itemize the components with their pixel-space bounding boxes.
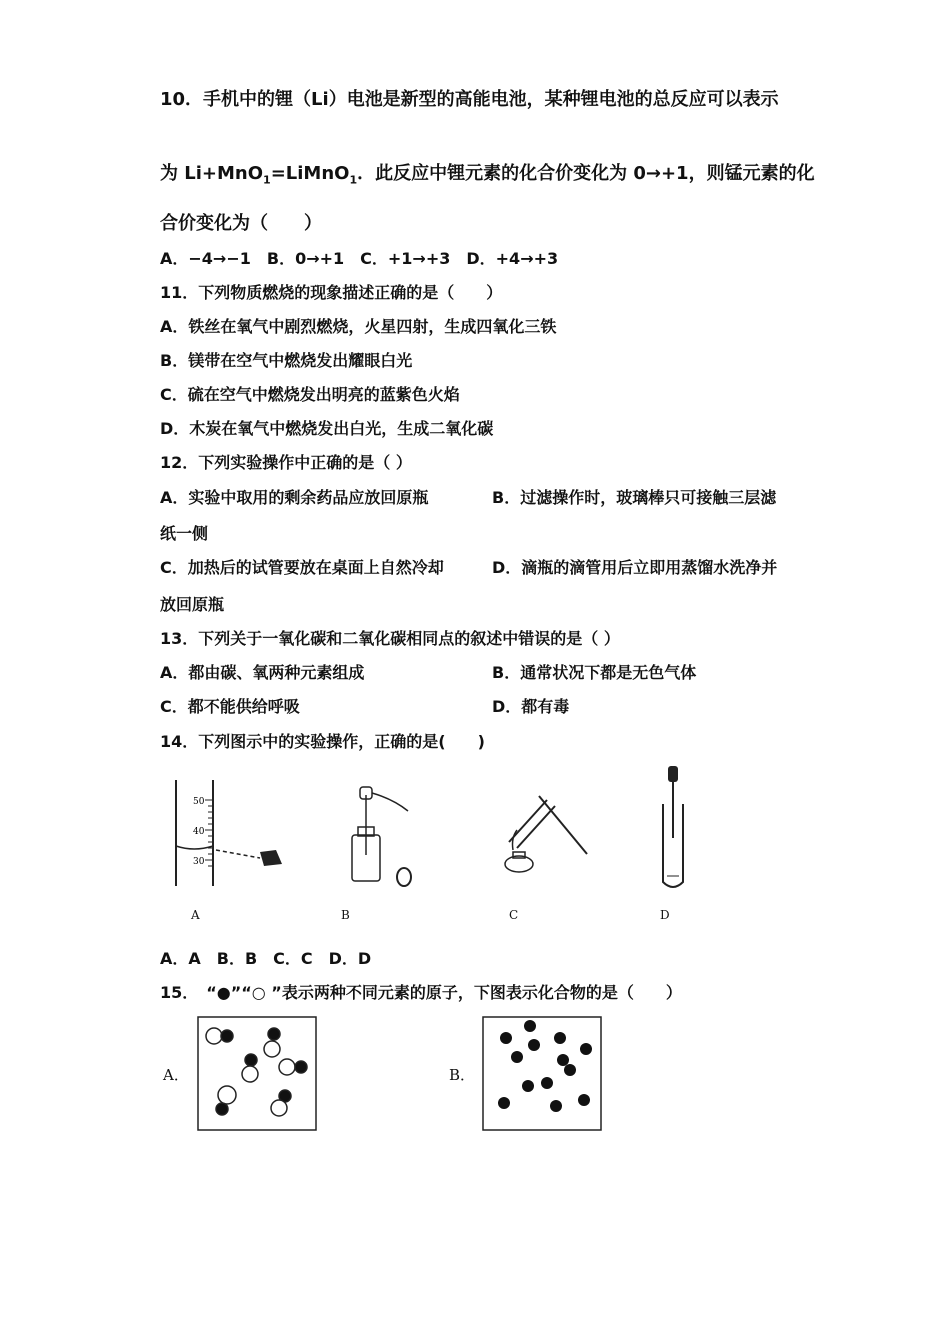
q13-stem: 13．下列关于一氧化碳和二氧化碳相同点的叙述中错误的是（ ） — [160, 629, 620, 648]
q13-option-c: C．都不能供给呼吸 — [160, 697, 300, 716]
q15-stem: 15． “●”“○ ”表示两种不同元素的原子，下图表示化合物的是（ ） — [160, 983, 682, 1002]
figure-d-dropper-tube — [655, 764, 695, 894]
figure-a-cylinder-reading — [160, 778, 290, 893]
q14-stem: 14．下列图示中的实验操作，正确的是( ) — [160, 732, 485, 751]
atom-black — [564, 1064, 576, 1076]
figure-b-label: B — [341, 908, 350, 922]
atom-black — [524, 1020, 536, 1032]
figure-a-label: A — [191, 908, 200, 922]
figure-c-heating-tube — [495, 790, 595, 885]
q13-option-d: D．都有毒 — [492, 697, 570, 716]
q14-options: A．A B．B C．C D．D — [160, 949, 372, 968]
q11-option-a: A．铁丝在氧气中剧烈燃烧，火星四射，生成四氧化三铁 — [160, 317, 557, 336]
atom-black — [295, 1061, 307, 1073]
atom-black — [554, 1032, 566, 1044]
atom-black — [268, 1028, 280, 1040]
test-tube-holder — [539, 796, 587, 854]
q10-stem-line2: 为 Li+MnO$_1$=LiMnO$_1$．此反应中锂元素的化合价变化为 0→+1，则锰元素的化 — [160, 163, 815, 187]
q13-option-a: A．都由碳、氧两种元素组成 — [160, 663, 365, 682]
atom-black — [511, 1051, 523, 1063]
meniscus — [176, 846, 213, 849]
stopper — [397, 868, 411, 886]
atom-black — [498, 1097, 510, 1109]
cylinder-tick-30: 30 — [193, 857, 205, 867]
atom-black — [221, 1030, 233, 1042]
atom-black — [550, 1100, 562, 1112]
q10-stem-line3: 合价变化为（ ） — [160, 213, 322, 234]
sight-line — [216, 850, 260, 858]
box-b-label: B． — [449, 1066, 476, 1084]
atom-black — [578, 1094, 590, 1106]
q12-option-b-line1: B．过滤操作时，玻璃棒只可接触三层滤 — [492, 488, 777, 507]
q11-stem: 11．下列物质燃烧的现象描述正确的是（ ） — [160, 283, 503, 302]
atom-black — [541, 1077, 553, 1089]
figure-c-label: C — [509, 908, 519, 922]
q12-option-a: A．实验中取用的剩余药品应放回原瓶 — [160, 488, 429, 507]
atom-white — [242, 1066, 258, 1082]
q11-option-b: B．镁带在空气中燃烧发出耀眼白光 — [160, 351, 413, 370]
q11-option-d: D．木炭在氧气中燃烧发出白光，生成二氧化碳 — [160, 419, 494, 438]
hand-outline — [372, 793, 408, 811]
atom-black — [522, 1080, 534, 1092]
atom-white — [264, 1041, 280, 1057]
q12-stem: 12．下列实验操作中正确的是（ ） — [160, 453, 412, 472]
atom-black — [557, 1054, 569, 1066]
figure-d-label: D — [660, 908, 670, 922]
atom-black — [245, 1054, 257, 1066]
atom-white — [206, 1028, 222, 1044]
atom-black — [216, 1103, 228, 1115]
cylinder-tick-40: 40 — [193, 827, 205, 837]
q10-options: A．−4→−1 B．0→+1 C．+1→+3 D．+4→+3 — [160, 249, 559, 268]
box-a-label: A． — [163, 1066, 189, 1084]
atom-black — [580, 1043, 592, 1055]
q12-option-d-line1: D．滴瓶的滴管用后立即用蒸馏水洗净并 — [492, 558, 778, 577]
atom-black — [500, 1032, 512, 1044]
q12-option-d-line2: 放回原瓶 — [160, 595, 225, 614]
q13-option-b: B．通常状况下都是无色气体 — [492, 663, 697, 682]
q12-option-b-line2: 纸一侧 — [160, 524, 209, 543]
q11-option-c: C．硫在空气中燃烧发出明亮的蓝紫色火焰 — [160, 385, 460, 404]
figure-b-dropper-bottle — [338, 785, 428, 890]
atom-black — [528, 1039, 540, 1051]
eye-icon — [260, 850, 282, 866]
molecule-box-a — [197, 1016, 319, 1132]
atom-white — [218, 1086, 236, 1104]
molecule-box-b — [482, 1016, 604, 1132]
atom-white — [271, 1100, 287, 1116]
q10-stem-line1: 10．手机中的锂（Li）电池是新型的高能电池，某种锂电池的总反应可以表示 — [160, 89, 779, 110]
atom-white — [279, 1059, 295, 1075]
cylinder-tick-50: 50 — [193, 797, 205, 807]
q12-option-c: C．加热后的试管要放在桌面上自然冷却 — [160, 558, 444, 577]
